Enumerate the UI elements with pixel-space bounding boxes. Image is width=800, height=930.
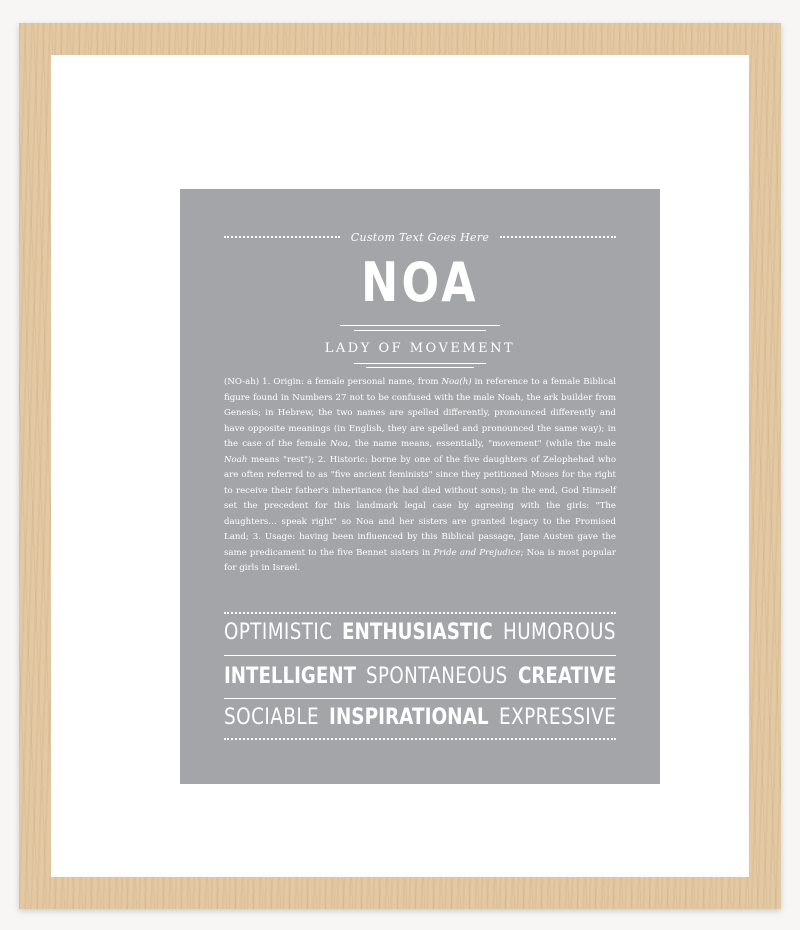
traits-separator-4 [224, 738, 616, 740]
meaning-rule-top [354, 363, 486, 364]
name-definition: (NO-ah) 1. Origin: a female personal name, from Noa(h) in reference to a female Biblical figure found in Numbers 27 not to be confused with the male Noah, the ark builder from Genesis; in Hebrew, the two names are spelled differently, pronounced differently and have opposite meanings (in English, they are spelled and pronounced the same way); in the case of the female Noa, the name means, essentially, "movement" (while the male Noah means "rest"); 2. Historic: borne by one of the five daughters of Zelophehad who are often referred to as "five ancient feminists" since they petitioned Moses for the right to receive their father's inheritance (he had died without sons); in the end, God Himself set the precedent for this landmark legal case by agreeing with the girls: "The daughters… speak right" so Noa and her sisters are granted legacy to the Promised Land; 3. Usage: having been influenced by this Biblical passage, Jane Austen gave the same predicament to the five Bennet sisters in Pride and Prejudice; Noa is most popular for girls in Israel. [224, 377, 617, 573]
white-mat [51, 55, 749, 877]
trait-word: HUMOROUS [503, 620, 616, 645]
traits-row-2 [224, 662, 616, 692]
custom-text-row [224, 229, 616, 245]
name-rule-top [340, 325, 500, 326]
trait-word: INTELLIGENT [224, 664, 357, 689]
name-meaning: LADY OF MOVEMENT [324, 341, 516, 356]
dotted-line-left [224, 236, 340, 238]
traits-row-1 [224, 618, 616, 648]
dotted-line-right [500, 236, 616, 238]
trait-word: INSPIRATIONAL [329, 705, 489, 730]
name-print [180, 189, 660, 784]
traits-row-3 [224, 703, 616, 733]
wooden-frame [19, 23, 781, 909]
custom-text: Custom Text Goes Here [350, 230, 490, 244]
trait-word: CREATIVE [517, 664, 616, 689]
trait-word: EXPRESSIVE [498, 705, 616, 730]
trait-word: ENTHUSIASTIC [342, 620, 494, 645]
traits-separator-2 [224, 655, 616, 656]
trait-word: OPTIMISTIC [224, 620, 333, 645]
name-title: NOA [361, 251, 479, 314]
traits-separator-3 [224, 698, 616, 699]
meaning-rule-bottom [366, 367, 474, 368]
trait-word: SOCIABLE [224, 705, 320, 730]
traits-separator-1 [224, 612, 616, 614]
name-rule-bottom [354, 330, 486, 331]
trait-word: SPONTANEOUS [366, 664, 508, 689]
